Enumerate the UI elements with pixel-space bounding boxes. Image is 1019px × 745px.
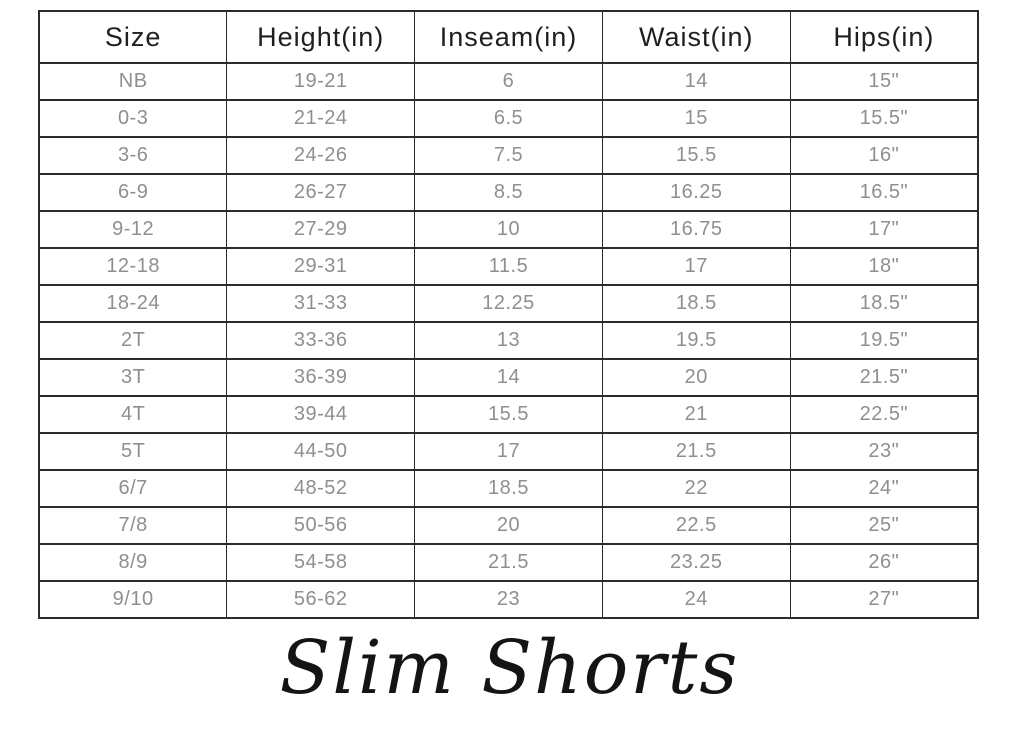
table-cell: 25" — [790, 507, 978, 544]
table-cell: 27" — [790, 581, 978, 618]
table-cell: 21-24 — [227, 100, 415, 137]
table-cell: 17" — [790, 211, 978, 248]
table-cell: 6-9 — [39, 174, 227, 211]
table-cell: NB — [39, 63, 227, 100]
table-cell: 23 — [415, 581, 603, 618]
table-cell: 54-58 — [227, 544, 415, 581]
table-cell: 36-39 — [227, 359, 415, 396]
table-cell: 18.5 — [602, 285, 790, 322]
col-header-inseam: Inseam(in) — [415, 11, 603, 63]
table-cell: 6.5 — [415, 100, 603, 137]
table-cell: 23" — [790, 433, 978, 470]
size-chart-table — [38, 10, 979, 619]
table-cell: 7.5 — [415, 137, 603, 174]
size-chart-header — [39, 11, 978, 63]
table-cell: 12.25 — [415, 285, 603, 322]
table-cell: 21.5 — [602, 433, 790, 470]
table-cell: 20 — [602, 359, 790, 396]
table-cell: 2T — [39, 322, 227, 359]
table-cell: 9/10 — [39, 581, 227, 618]
table-cell: 19-21 — [227, 63, 415, 100]
table-cell: 27-29 — [227, 211, 415, 248]
table-cell: 10 — [415, 211, 603, 248]
col-header-waist: Waist(in) — [602, 11, 790, 63]
table-cell: 14 — [602, 63, 790, 100]
table-row — [39, 248, 978, 285]
table-row — [39, 359, 978, 396]
table-cell: 22.5" — [790, 396, 978, 433]
table-cell: 20 — [415, 507, 603, 544]
table-cell: 18.5 — [415, 470, 603, 507]
table-cell: 26-27 — [227, 174, 415, 211]
table-cell: 16.25 — [602, 174, 790, 211]
table-cell: 44-50 — [227, 433, 415, 470]
table-row — [39, 396, 978, 433]
table-cell: 12-18 — [39, 248, 227, 285]
table-row — [39, 63, 978, 100]
table-cell: 17 — [415, 433, 603, 470]
table-cell: 15" — [790, 63, 978, 100]
table-cell: 21.5 — [415, 544, 603, 581]
table-cell: 7/8 — [39, 507, 227, 544]
table-cell: 18" — [790, 248, 978, 285]
table-cell: 8/9 — [39, 544, 227, 581]
table-cell: 22.5 — [602, 507, 790, 544]
table-row — [39, 433, 978, 470]
table-row — [39, 322, 978, 359]
table-cell: 48-52 — [227, 470, 415, 507]
table-cell: 21.5" — [790, 359, 978, 396]
table-cell: 26" — [790, 544, 978, 581]
table-row — [39, 100, 978, 137]
table-cell: 6/7 — [39, 470, 227, 507]
table-row — [39, 285, 978, 322]
table-cell: 19.5" — [790, 322, 978, 359]
table-cell: 11.5 — [415, 248, 603, 285]
table-cell: 31-33 — [227, 285, 415, 322]
table-cell: 0-3 — [39, 100, 227, 137]
col-header-size: Size — [39, 11, 227, 63]
table-cell: 16" — [790, 137, 978, 174]
table-cell: 16.5" — [790, 174, 978, 211]
table-cell: 18-24 — [39, 285, 227, 322]
table-row — [39, 507, 978, 544]
col-header-hips: Hips(in) — [790, 11, 978, 63]
table-cell: 13 — [415, 322, 603, 359]
table-cell: 29-31 — [227, 248, 415, 285]
table-cell: 15 — [602, 100, 790, 137]
table-cell: 50-56 — [227, 507, 415, 544]
header-row — [39, 11, 978, 63]
table-cell: 19.5 — [602, 322, 790, 359]
size-chart-body — [39, 63, 978, 618]
table-cell: 4T — [39, 396, 227, 433]
table-cell: 24-26 — [227, 137, 415, 174]
table-cell: 15.5 — [602, 137, 790, 174]
table-cell: 17 — [602, 248, 790, 285]
table-row — [39, 470, 978, 507]
table-cell: 3T — [39, 359, 227, 396]
table-cell: 15.5" — [790, 100, 978, 137]
table-cell: 22 — [602, 470, 790, 507]
table-cell: 33-36 — [227, 322, 415, 359]
table-row — [39, 174, 978, 211]
table-cell: 56-62 — [227, 581, 415, 618]
table-row — [39, 211, 978, 248]
table-cell: 3-6 — [39, 137, 227, 174]
table-cell: 23.25 — [602, 544, 790, 581]
col-header-height: Height(in) — [227, 11, 415, 63]
table-row — [39, 544, 978, 581]
table-cell: 14 — [415, 359, 603, 396]
table-cell: 21 — [602, 396, 790, 433]
table-cell: 16.75 — [602, 211, 790, 248]
table-row — [39, 581, 978, 618]
table-row — [39, 137, 978, 174]
table-cell: 18.5" — [790, 285, 978, 322]
table-cell: 8.5 — [415, 174, 603, 211]
table-cell: 24 — [602, 581, 790, 618]
table-cell: 39-44 — [227, 396, 415, 433]
table-cell: 5T — [39, 433, 227, 470]
table-cell: 24" — [790, 470, 978, 507]
table-cell: 15.5 — [415, 396, 603, 433]
table-cell: 6 — [415, 63, 603, 100]
table-cell: 9-12 — [39, 211, 227, 248]
script-title: Slim Shorts — [279, 625, 740, 711]
